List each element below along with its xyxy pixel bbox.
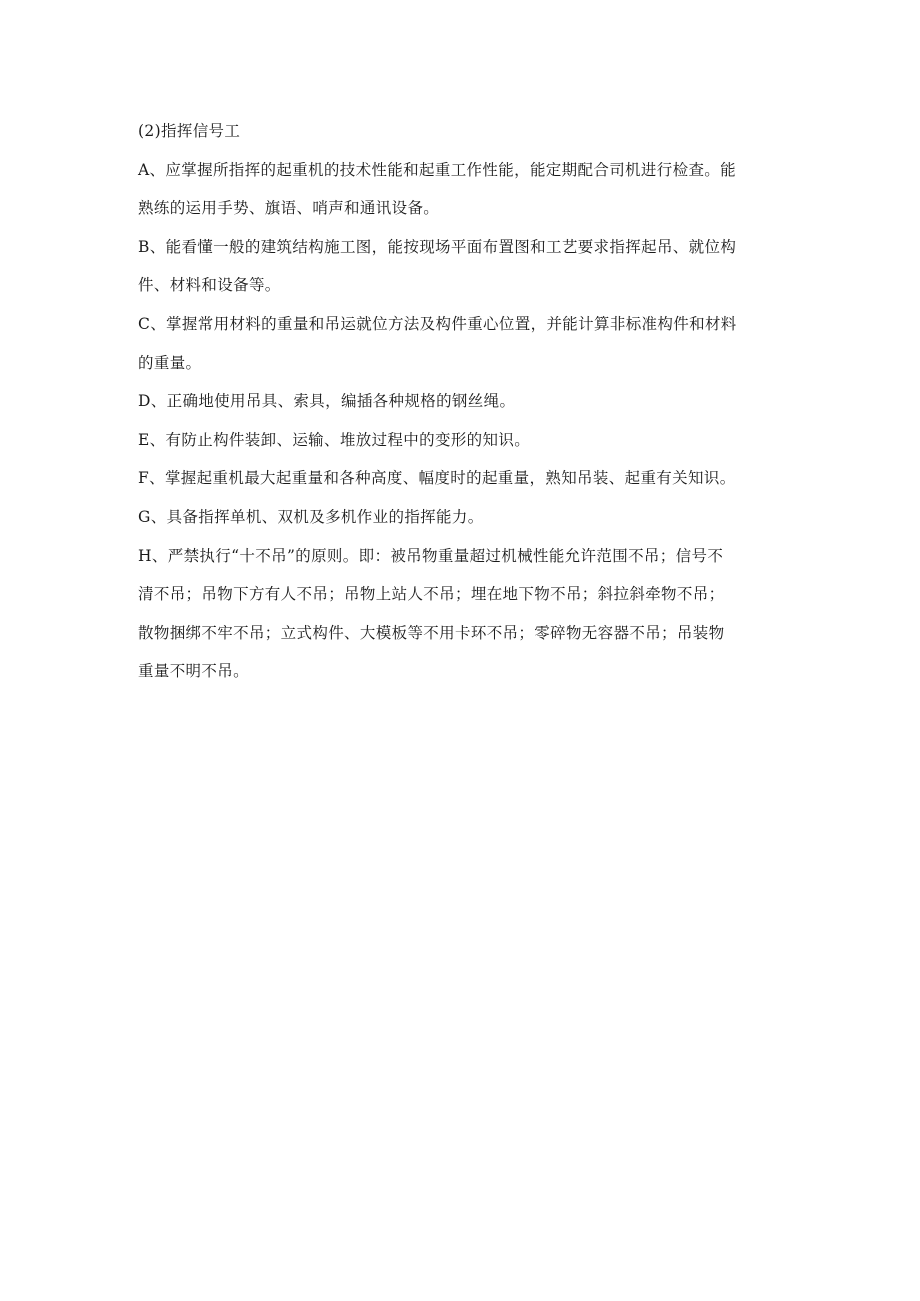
section-heading: (2)指挥信号工: [138, 122, 241, 140]
paragraph-c: C、掌握常用材料的重量和吊运就位方法及构件重心位置，并能计算非标准构件和材料 的重量。: [138, 314, 737, 372]
document-page: [138, 112, 783, 691]
paragraph-g: G、具备指挥单机、双机及多机作业的指挥能力。: [138, 507, 484, 526]
paragraph-a: A、应掌握所指挥的起重机的技术性能和起重工作性能，能定期配合司机进行检查。能 熟练的运用手势、旗语、哨声和通讯设备。: [138, 160, 736, 218]
paragraph-d: D、正确地使用吊具、索具，编插各种规格的钢丝绳。: [138, 392, 516, 411]
paragraph-f: F、掌握起重机最大起重量和各种高度、幅度时的起重量，熟知吊装、起重有关知识。: [138, 469, 736, 488]
paragraph-b: B、能看懂一般的建筑结构施工图，能按现场平面布置图和工艺要求指挥起吊、就位构 件、材料和设备等。: [138, 237, 737, 295]
paragraph-e: E、有防止构件装卸、运输、堆放过程中的变形的知识。: [138, 430, 531, 449]
paragraph-h: H、严禁执行“十不吊”的原则。即：被吊物重量超过机械性能允许范围不吊；信号不 清不吊；吊物下方有人不吊；吊物上站人不吊；埋在地下物不吊；斜拉斜牵物不吊； 散物捆绑不牢不吊；立式构件、大模板等不用卡环不吊；零碎物无容器不吊；吊装物 重量不明不吊。: [138, 546, 725, 681]
